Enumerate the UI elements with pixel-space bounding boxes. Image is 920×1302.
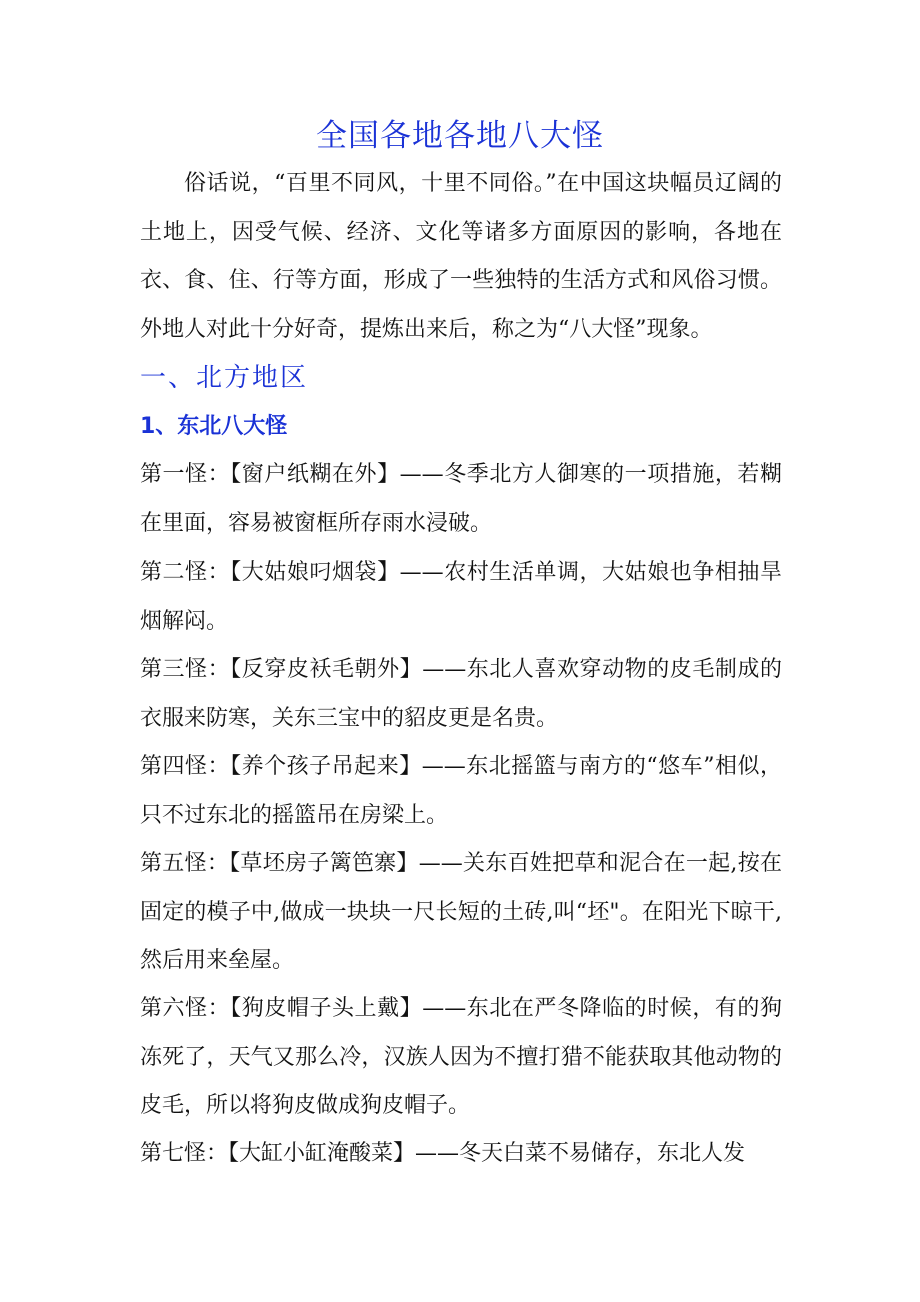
- item-paragraph-2: 第二怪：【大姑娘叼烟袋】——农村生活单调，大姑娘也争相抽旱烟解闷。: [140, 560, 782, 634]
- section-heading: 一、北方地区: [140, 363, 309, 393]
- item-paragraph-3: 第三怪：【反穿皮袄毛朝外】——东北人喜欢穿动物的皮毛制成的衣服来防寒，关东三宝中的貂皮更是名贵。: [140, 657, 782, 731]
- page-title: 全国各地各地八大怪: [316, 118, 604, 154]
- subsection-heading: 1、东北八大怪: [140, 414, 288, 439]
- item-paragraph-1: 第一怪：【窗户纸糊在外】——冬季北方人御寒的一项措施，若糊在里面，容易被窗框所存雨水浸破。: [140, 462, 782, 536]
- item-paragraph-4: 第四怪：【养个孩子吊起来】——东北摇篮与南方的“悠车”相似，只不过东北的摇篮吊在房梁上。: [140, 754, 782, 828]
- item-paragraph-7: 第七怪：【大缸小缸淹酸菜】——冬天白菜不易储存，东北人发: [140, 1141, 746, 1166]
- item-paragraph-6: 第六怪：【狗皮帽子头上戴】——东北在严冬降临的时候，有的狗冻死了，天气又那么冷，汉族人因为不擅打猎不能获取其他动物的皮毛，所以将狗皮做成狗皮帽子。: [140, 996, 782, 1119]
- intro-paragraph: 俗话说，“百里不同风，十里不同俗。”在中国这块幅员辽阔的土地上，因受气候、经济、文化等诸多方面原因的影响，各地在衣、食、住、行等方面，形成了一些独特的生活方式和风俗习惯。外地人对此十分好奇，提炼出来后，称之为“八大怪”现象。: [140, 171, 782, 342]
- item-paragraph-5: 第五怪：【草坯房子篱笆寨】——关东百姓把草和泥合在一起,按在固定的模子中,做成一块块一尺长短的土砖,叫“坯"。在阳光下晾干,然后用来垒屋。: [140, 851, 782, 974]
